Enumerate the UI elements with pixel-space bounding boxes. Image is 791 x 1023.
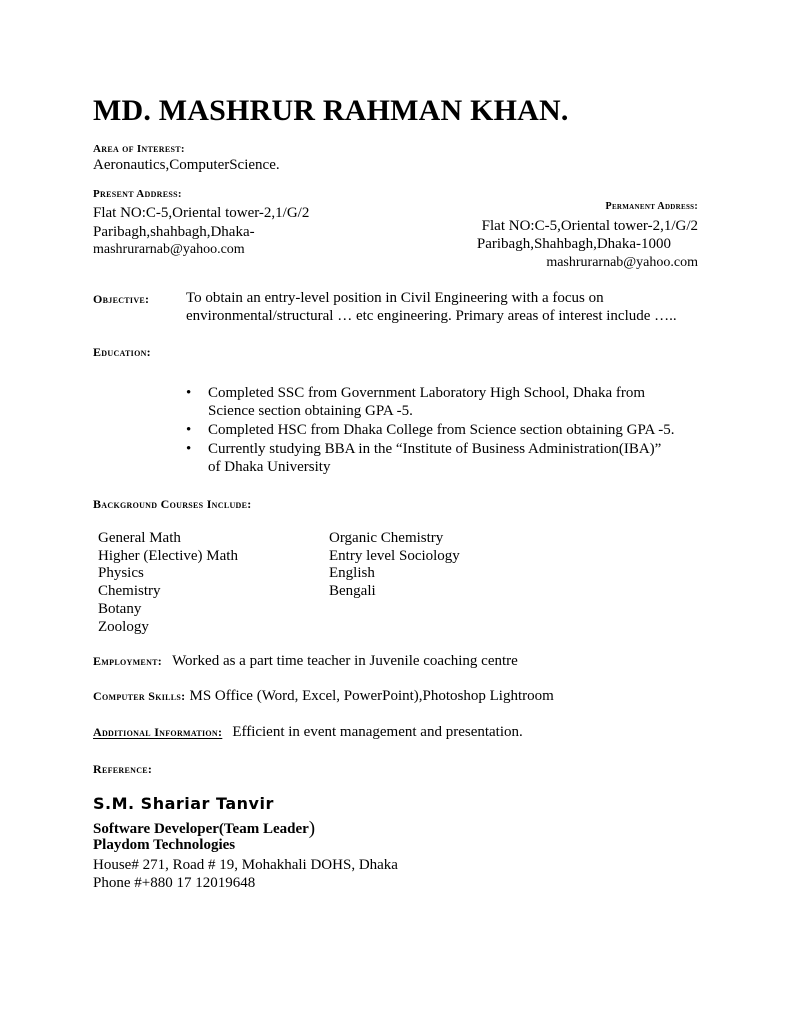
education-item-line: Science section obtaining GPA -5. <box>208 403 413 419</box>
additional-information-row <box>93 723 523 741</box>
reference-company: Playdom Technologies <box>93 837 236 853</box>
computer-skills-label: Computer Skills: <box>93 689 186 703</box>
resume-name: MD. MASHRUR RAHMAN KHAN. <box>93 94 569 127</box>
permanent-address-label: Permanent Address: <box>605 201 698 212</box>
education-item-line: of Dhaka University <box>208 459 331 475</box>
reference-address: House# 271, Road # 19, Mohakhali DOHS, Dhaka <box>93 857 398 873</box>
computer-skills-row <box>93 687 554 705</box>
background-courses-label: Background Courses Include: <box>93 497 252 511</box>
education-label: Education: <box>93 345 151 359</box>
education-item-line: Currently studying BBA in the “Institute of Business Administration(IBA)” <box>208 441 662 457</box>
objective-label: Objective: <box>93 292 150 306</box>
present-address-email: mashrurarnab@yahoo.com <box>93 242 245 257</box>
course-item: General Math <box>98 530 181 546</box>
reference-title-text: Software Developer(Team Leader <box>93 821 309 837</box>
education-item <box>186 384 706 420</box>
employment-label: Employment: <box>93 654 163 668</box>
education-item-line: Completed SSC from Government Laboratory High School, Dhaka from <box>208 385 646 401</box>
permanent-address-email: mashrurarnab@yahoo.com <box>546 255 698 270</box>
area-of-interest-value: Aeronautics,ComputerScience. <box>93 157 280 173</box>
reference-title-close: ) <box>308 818 316 839</box>
employment-row <box>93 652 518 670</box>
objective-line-2: environmental/structural … etc engineering. Primary areas of interest include ….. <box>186 308 677 324</box>
course-item: Bengali <box>329 583 376 600</box>
reference-name: S.M. Shariar Tanvir <box>93 794 274 813</box>
computer-skills-value: MS Office (Word, Excel, PowerPoint),Photoshop Lightroom <box>189 688 554 704</box>
course-item: English <box>329 565 375 582</box>
area-of-interest-label: Area of Interest: <box>93 143 185 155</box>
courses-column-2 <box>329 530 460 601</box>
course-item: Zoology <box>98 618 149 635</box>
education-item-line: Completed HSC from Dhaka College from Science section obtaining GPA -5. <box>208 422 675 438</box>
reference-phone: Phone #+880 17 12019648 <box>93 875 256 891</box>
education-list <box>186 384 706 477</box>
course-item: Organic Chemistry <box>329 530 444 546</box>
education-item <box>186 421 706 439</box>
education-item <box>186 440 706 476</box>
present-address-line-1: Flat NO:C-5,Oriental tower-2,1/G/2 <box>93 205 310 221</box>
bullet-icon: • <box>186 385 192 401</box>
additional-information-value: Efficient in event management and presentation. <box>232 724 523 740</box>
permanent-address-line-2: Paribagh,Shahbagh,Dhaka-1000 <box>476 236 671 252</box>
course-item: Botany <box>98 600 142 617</box>
course-item: Entry level Sociology <box>329 547 460 564</box>
course-item: Physics <box>98 565 144 582</box>
bullet-icon: • <box>186 441 192 457</box>
courses-column-1 <box>98 530 238 636</box>
employment-value: Worked as a part time teacher in Juvenile coaching centre <box>172 653 518 669</box>
bullet-icon: • <box>186 422 192 438</box>
course-item: Higher (Elective) Math <box>98 547 238 564</box>
present-address-label: Present Address: <box>93 188 182 200</box>
present-address-line-2: Paribagh,shahbagh,Dhaka- <box>93 224 255 240</box>
course-item: Chemistry <box>98 583 161 600</box>
reference-label: Reference: <box>93 762 153 776</box>
additional-information-label: Additional Information: <box>93 725 223 739</box>
permanent-address-line-1: Flat NO:C-5,Oriental tower-2,1/G/2 <box>481 218 698 234</box>
objective-line-1: To obtain an entry-level position in Civil Engineering with a focus on <box>186 290 604 306</box>
